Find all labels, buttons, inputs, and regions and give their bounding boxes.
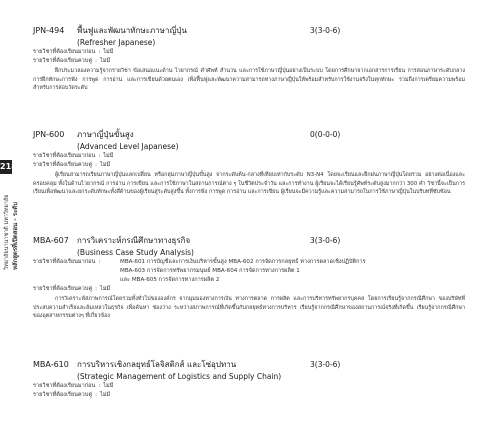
course-credits: 3(3-0-6) xyxy=(310,236,341,245)
course-description: ฝึกประมวลองความรู้จากรายวิชา ข้อเสนอแนะด้าน ไวยากรณ์ คำศัพท์ สำนวน และการใช้ภาษาญี่ปุ่นอย่างเป็นระบบ โดยการศึกษาจากเอกสารการเรียน การสอนภาษาระดับกลาง การฝึกทักษะการฟัง การพูด การอ่าน และการเขียนด้วยตนเอง เพื่อฟื้นฟูและพัฒนาความสามารถทางภาษาญี่ปุ่นให้พร้อมสำหรับการใช้งานจริงในทุกทักษะ รวมถึงการเตรียมความพร้อมสำหรับการสอบวัดระดับ xyxy=(33,68,465,92)
prerequisite-row: รายวิชาที่ต้องเรียนมาก่อน : ไม่มี xyxy=(33,49,114,55)
course-description: การวิเคราะห์สภาพการณ์โดยรวมทั้งทั่วไปขององค์กร จากมุมมองทางการเงิน ทางการตลาด การผลิต และการบริหารทรัพยากรบุคคล โดยการเรียนรู้จากกรณีศึกษา ของบริษัทที่ประสบความสำเร็จและล้มเหลวในธุรกิจ เพื่อค้นหา ช่องว่าง ระหว่างสภาพการณ์ที่เกิดขึ้นกับกลยุทธ์ทางการบริหาร เรียนรู้จากกรณีศึกษาของสถานการณ์จริงที่เกิดขึ้น เรียนรู้จากกรณีศึกษาของอุตสาหกรรมต่างๆ ที่เกี่ยวข้อง xyxy=(33,296,465,320)
course-jpn-600 xyxy=(33,128,473,197)
page-number: 218 xyxy=(0,160,12,174)
course-credits: 3(3-0-6) xyxy=(310,26,341,35)
course-thai-title: พื้นฟูและพัฒนาทักษะภาษาญี่ปุ่น xyxy=(77,26,187,35)
course-code: MBA-610 xyxy=(33,360,69,369)
course-description: ผู้เรียนสามารถเรียนภาษาญี่ปุ่นแลกเปลี่ยน หรือกลุ่มภาษาญี่ปุ่นขั้นสูง จากระดับต้น-กลางที่เทียบเท่ากับระดับ N3-N4 โดยจะเรียนและฝึกฝนภาษาญี่ปุ่นโดยรวม อย่างต่อเนื่องและครอบคลุม ทั้งในด้านไวยากรณ์ การอ่าน การเขียน และการใช้ภาษาในสถานการณ์ต่าง ๆ ในชีวิตประจำวัน และการทำงาน ผู้เรียนจะได้เรียนรู้ศัพท์ระดับสูงมากกว่า 300 คำ วิชานี้จะเป็นการเรียนเพื่อพัฒนาและยกระดับทักษะทั้งสี่ด้านของผู้เรียนสู่ระดับสูงขึ้น ทั้งการฟัง การพูด การอ่าน และการเขียน ผู้เรียนจะมีความรู้และความสามารถในการใช้ภาษาญี่ปุ่นในบริบทที่ซับซ้อน xyxy=(33,172,465,196)
prerequisite-item: MBA-601 การบัญชีและการเงินบริหารขั้นสูง MBA-602 การจัดการกลยุทธ์ ทางการตลาดเชิงปฏิบัติการ xyxy=(120,259,366,265)
course-jpn-494 xyxy=(33,24,473,93)
course-mba-610 xyxy=(33,358,473,400)
course-thai-title: ภาษาญี่ปุ่นขั้นสูง xyxy=(77,130,134,139)
course-mba-607 xyxy=(33,234,473,321)
course-code: JPN-600 xyxy=(33,130,65,139)
course-english-title: (Refresher Japanese) xyxy=(77,38,156,47)
course-thai-title: การบริหารเชิงกลยุทธ์โลจิสติกส์ และโซ่อุปทาน xyxy=(77,360,237,369)
course-english-title: (Advanced Level Japanese) xyxy=(77,142,179,151)
course-thai-title: การวิเคราะห์กรณีศึกษาทางธุรกิจ xyxy=(77,236,191,245)
prerequisite-item: MBA-603 การจัดการทรัพยากรมนุษย์ MBA-604 การจัดการทางการผลิต 1 xyxy=(120,268,300,274)
prerequisite-row: รายวิชาที่ต้องเรียนมาก่อน : MBA-601 การบัญชีและการเงินบริหารขั้นสูง MBA-602 การจัดการกลยุทธ์ ทางการตลาดเชิงปฏิบัติการ MBA-603 การจัดการทรัพยากรมนุษย์ MBA-604 การจัดการทางการผลิต 1 และ MBA-605 การจัดการทางการผลิต 2 xyxy=(33,259,366,283)
corequisite-row: รายวิชาที่ต้องเรียนควบคู่ : ไม่มี xyxy=(33,392,111,398)
corequisite-row: รายวิชาที่ต้องเรียนควบคู่ : ไม่มี xyxy=(33,58,111,64)
prerequisite-item: และ MBA-605 การจัดการทางการผลิต 2 xyxy=(120,277,220,283)
side-bold-text: หลักสูตรที่เปิดสอน - ระดับ xyxy=(12,202,19,270)
side-sub-text: วิทยาลัยนานาชาติ มหาวิทยาลัย xyxy=(4,194,10,270)
prerequisite-row: รายวิชาที่ต้องเรียนมาก่อน : ไม่มี xyxy=(33,153,114,159)
course-code: JPN-494 xyxy=(33,26,65,35)
corequisite-row: รายวิชาที่ต้องเรียนควบคู่ : ไม่มี xyxy=(33,286,111,292)
course-credits: 0(0-0-0) xyxy=(310,130,341,139)
prerequisite-row: รายวิชาที่ต้องเรียนมาก่อน : ไม่มี xyxy=(33,383,114,389)
course-code: MBA-607 xyxy=(33,236,69,245)
course-english-title: (Business Case Study Analysis) xyxy=(77,248,194,257)
corequisite-row: รายวิชาที่ต้องเรียนควบคู่ : ไม่มี xyxy=(33,162,111,168)
prerequisite-list xyxy=(120,258,366,285)
course-credits: 3(3-0-6) xyxy=(310,360,341,369)
course-english-title: (Strategic Management of Logistics and Supply Chain) xyxy=(77,372,282,381)
